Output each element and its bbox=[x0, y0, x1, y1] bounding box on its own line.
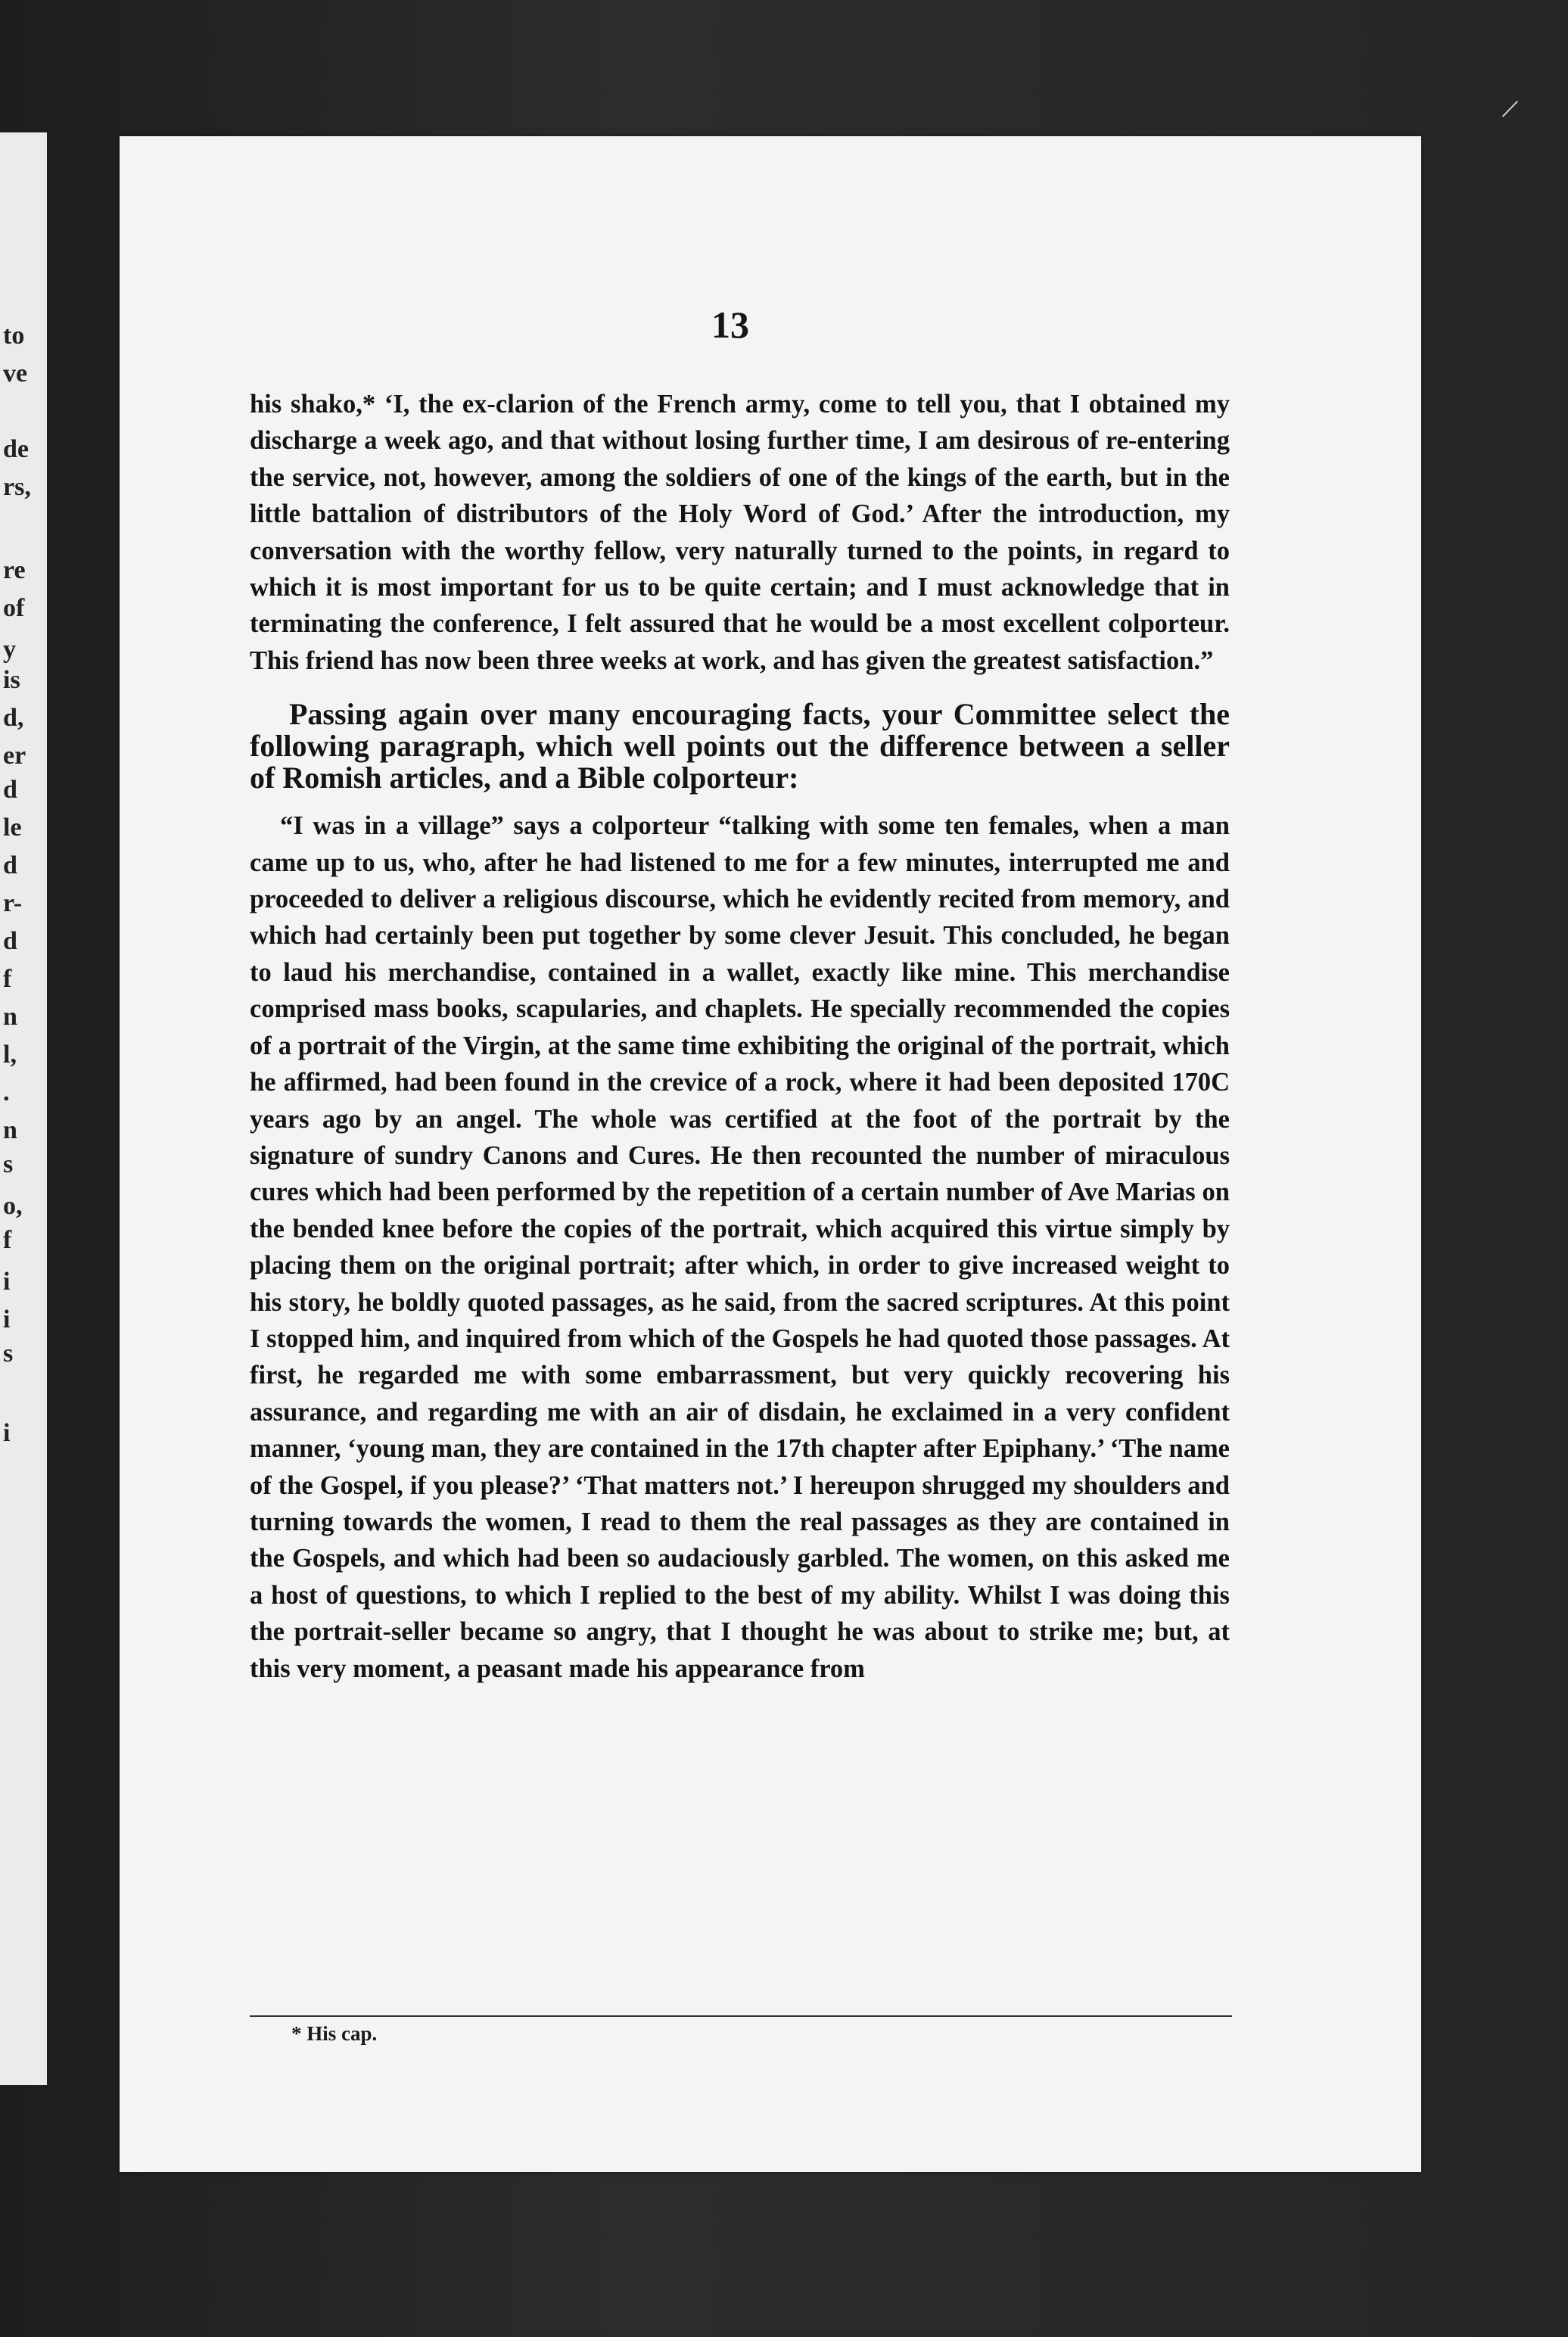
left-page-fragment: to bbox=[3, 322, 25, 350]
left-page-fragment: o, bbox=[3, 1192, 23, 1220]
left-page-fragment: d, bbox=[3, 704, 24, 732]
left-page-fragment: of bbox=[3, 594, 25, 622]
left-page-fragment: er bbox=[3, 742, 26, 770]
left-facing-page bbox=[0, 132, 47, 2085]
margin-scratch-mark: / bbox=[1499, 91, 1522, 126]
left-page-fragment: i bbox=[3, 1268, 11, 1296]
left-page-fragment: r- bbox=[3, 889, 23, 917]
paragraph-committee: Passing again over many encouraging facts, your Committee select the following paragraph, which well points out the difference between a seller of Romish articles, and a Bible colporteur: bbox=[250, 697, 1230, 795]
footnote: * His cap. bbox=[291, 2022, 378, 2045]
left-page-fragment: d bbox=[3, 776, 17, 804]
left-page-fragment: y bbox=[3, 636, 16, 664]
left-page-fragment: s bbox=[3, 1340, 14, 1368]
left-page-fragment: f bbox=[3, 965, 12, 993]
left-page-fragment: n bbox=[3, 1003, 17, 1031]
left-page-fragment: l, bbox=[3, 1041, 17, 1069]
left-page-fragment: rs, bbox=[3, 473, 31, 501]
left-page-fragment: d bbox=[3, 927, 17, 955]
left-page-fragment: d bbox=[3, 851, 17, 879]
page-body bbox=[250, 386, 1230, 1687]
left-page-fragment: i bbox=[3, 1419, 11, 1447]
footnote-divider bbox=[250, 2015, 1232, 2017]
left-page-fragment: de bbox=[3, 435, 29, 463]
page-number: 13 bbox=[711, 303, 749, 346]
left-page-fragment: le bbox=[3, 814, 22, 842]
left-page-fragment: ve bbox=[3, 359, 28, 387]
left-page-fragment: s bbox=[3, 1150, 14, 1178]
left-page-fragment: n bbox=[3, 1116, 17, 1144]
paragraph-colporteur-quote: “I was in a village” says a colporteur “talking with some ten females, when a man came up to us, who, after he had listened to me for a few minutes, interrupted me and proceeded to deliver a religious discourse, which he evidently recited from memory, and which had certainly been put together by some clever Jesuit. This concluded, he began to laud his merchandise, contained in a wallet, exactly like mine. This merchandise comprised mass books, scapularies, and chaplets. He specially recommended the copies of a portrait of the Virgin, at the same time exhibiting the original of the portrait, which he affirmed, had been found in the crevice of a rock, where it had been deposited 170C years ago by an angel. The whole was certified at the foot of the portrait by the signature of sundry Canons and Cures. He then recounted the number of miraculous cures which had been performed by the repetition of a certain number of Ave Marias on the bended knee before the copies of the portrait, which acquired this virtue simply by placing them on the original portrait; after which, in order to give increased weight to his story, he boldly quoted passages, as he said, from the sacred scriptures. At this point I stopped him, and inquired from which of the Gospels he had quoted those passages. At first, he regarded me with some embarrassment, but very quickly recovering his assurance, and regarding me with an air of disdain, he exclaimed in a very confident manner, ‘young man, they are contained in the 17th chapter after Epiphany.’ ‘The name of the Gospel, if you please?’ ‘That matters not.’ I hereupon shrugged my shoulders and turning towards the women, I read to them the real passages as they are contained in the Gospels, and which had been so audaciously garbled. The women, on this asked me a host of questions, to which I replied to the best of my ability. Whilst I was doing this the portrait-seller became so angry, that I thought he was about to strike me; but, at this very moment, a peasant made his appearance from bbox=[250, 811, 1230, 1683]
left-page-fragment: re bbox=[3, 556, 26, 584]
left-page-fragment: i bbox=[3, 1305, 11, 1333]
paragraph-continuation: his shako,* ‘I, the ex-clarion of the French army, come to tell you, that I obtained my discharge a week ago, and that without losing further time, I am desirous of re-entering the service, not, however, among the soldiers of one of the kings of the earth, but in the little battalion of distributors of the Holy Word of God.’ After the introduction, my conversation with the worthy fellow, very naturally turned to the points, in regard to which it is most important for us to be quite certain; and I must acknowledge that in terminating the conference, I felt assured that he would be a most excellent colporteur. This friend has now been three weeks at work, and has given the greatest satisfaction.” bbox=[250, 390, 1230, 675]
left-page-fragment: is bbox=[3, 666, 20, 694]
left-page-fragment: f bbox=[3, 1226, 12, 1254]
left-page-fragment: . bbox=[3, 1078, 10, 1106]
